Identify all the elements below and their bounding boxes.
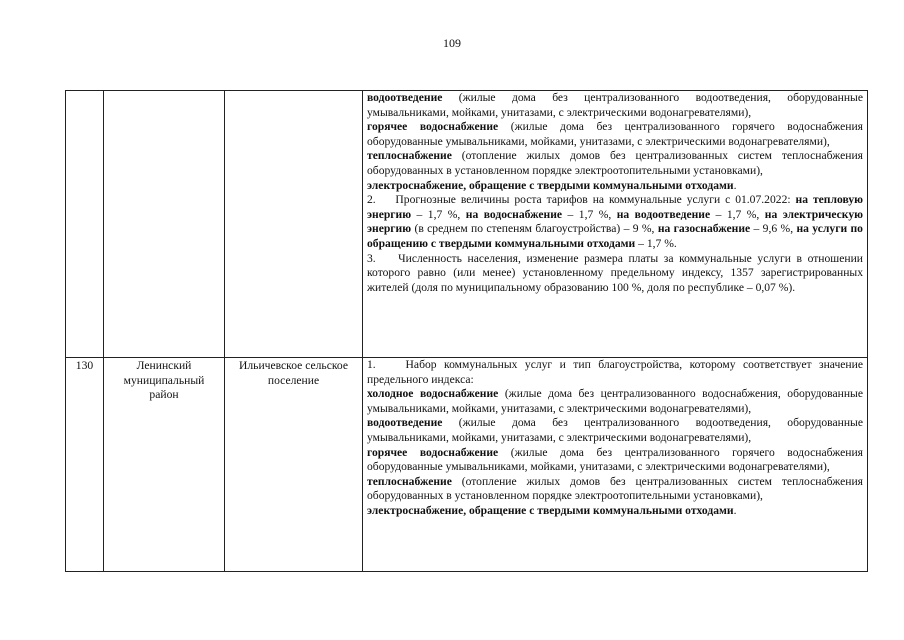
municipal-district: Ленинский муниципальный район (104, 358, 225, 572)
page-number: 109 (443, 36, 461, 50)
paragraph: 3. Численность населения, изменение размера платы за коммунальные услуги в отношении которого равно (или менее) установленному предельному индексу, 1357 зарегистрированных жителей (доля по муниципальному образованию 100 %, доля по республике – 0,07 %). (367, 251, 863, 294)
paragraph: электроснабжение, обращение с твердыми коммунальными отходами. (367, 178, 737, 192)
service-description (363, 358, 868, 572)
settlement: Ильичевское сельское поселение (225, 358, 363, 572)
paragraph: горячее водоснабжение (жилые дома без централизованного горячего водоснабжения оборудованные умывальниками, мойками, унитазами, с электрическими водонагревателями), (367, 445, 863, 474)
table-row (66, 358, 868, 572)
municipal-district (104, 91, 225, 358)
paragraph: теплоснабжение (отопление жилых домов без централизованных систем теплоснабжения оборудованных в установленном порядке электроотопительными установками), (367, 149, 863, 177)
settlement (225, 91, 363, 358)
paragraph: водоотведение (жилые дома без централизованного водоотведения, оборудованные умывальниками, мойками, унитазами, с электрическими водонагревателями), (367, 91, 863, 119)
paragraph: теплоснабжение (отопление жилых домов без централизованных систем теплоснабжения оборудованных в установленном порядке электроотопительными установками), (367, 474, 863, 503)
service-description (363, 91, 868, 358)
paragraph: 1. Набор коммунальных услуг и тип благоустройства, которому соответствует значение предельного индекса: (367, 358, 863, 386)
table-row (66, 91, 868, 358)
row-number (66, 91, 104, 358)
paragraph: холодное водоснабжение (жилые дома без централизованного водоснабжения, оборудованные умывальниками, мойками, унитазами, с электрическими водонагревателями), (367, 387, 863, 415)
paragraph: электроснабжение, обращение с твердыми коммунальными отходами. (367, 503, 737, 517)
paragraph: горячее водоснабжение (жилые дома без централизованного горячего водоснабжения оборудованные умывальниками, мойками, унитазами, с электрическими водонагревателями), (367, 120, 863, 148)
paragraph: 2. Прогнозные величины роста тарифов на коммунальные услуги с 01.07.2022: на тепловую энергию – 1,7 %, на водоснабжение – 1,7 %, на водоотведение – 1,7 %, на электрическую энергию (в среднем по степеням благоустройства) – 9 %, на газоснабжение – 9,6 %, на услуги по обращению с твердыми коммунальными отходами – 1,7 %. (367, 193, 863, 250)
tariff-table (65, 90, 868, 572)
row-number: 130 (66, 358, 104, 572)
paragraph: водоотведение (жилые дома без централизованного водоотведения, оборудованные умывальниками, мойками, унитазами, с электрическими водонагревателями), (367, 416, 863, 444)
